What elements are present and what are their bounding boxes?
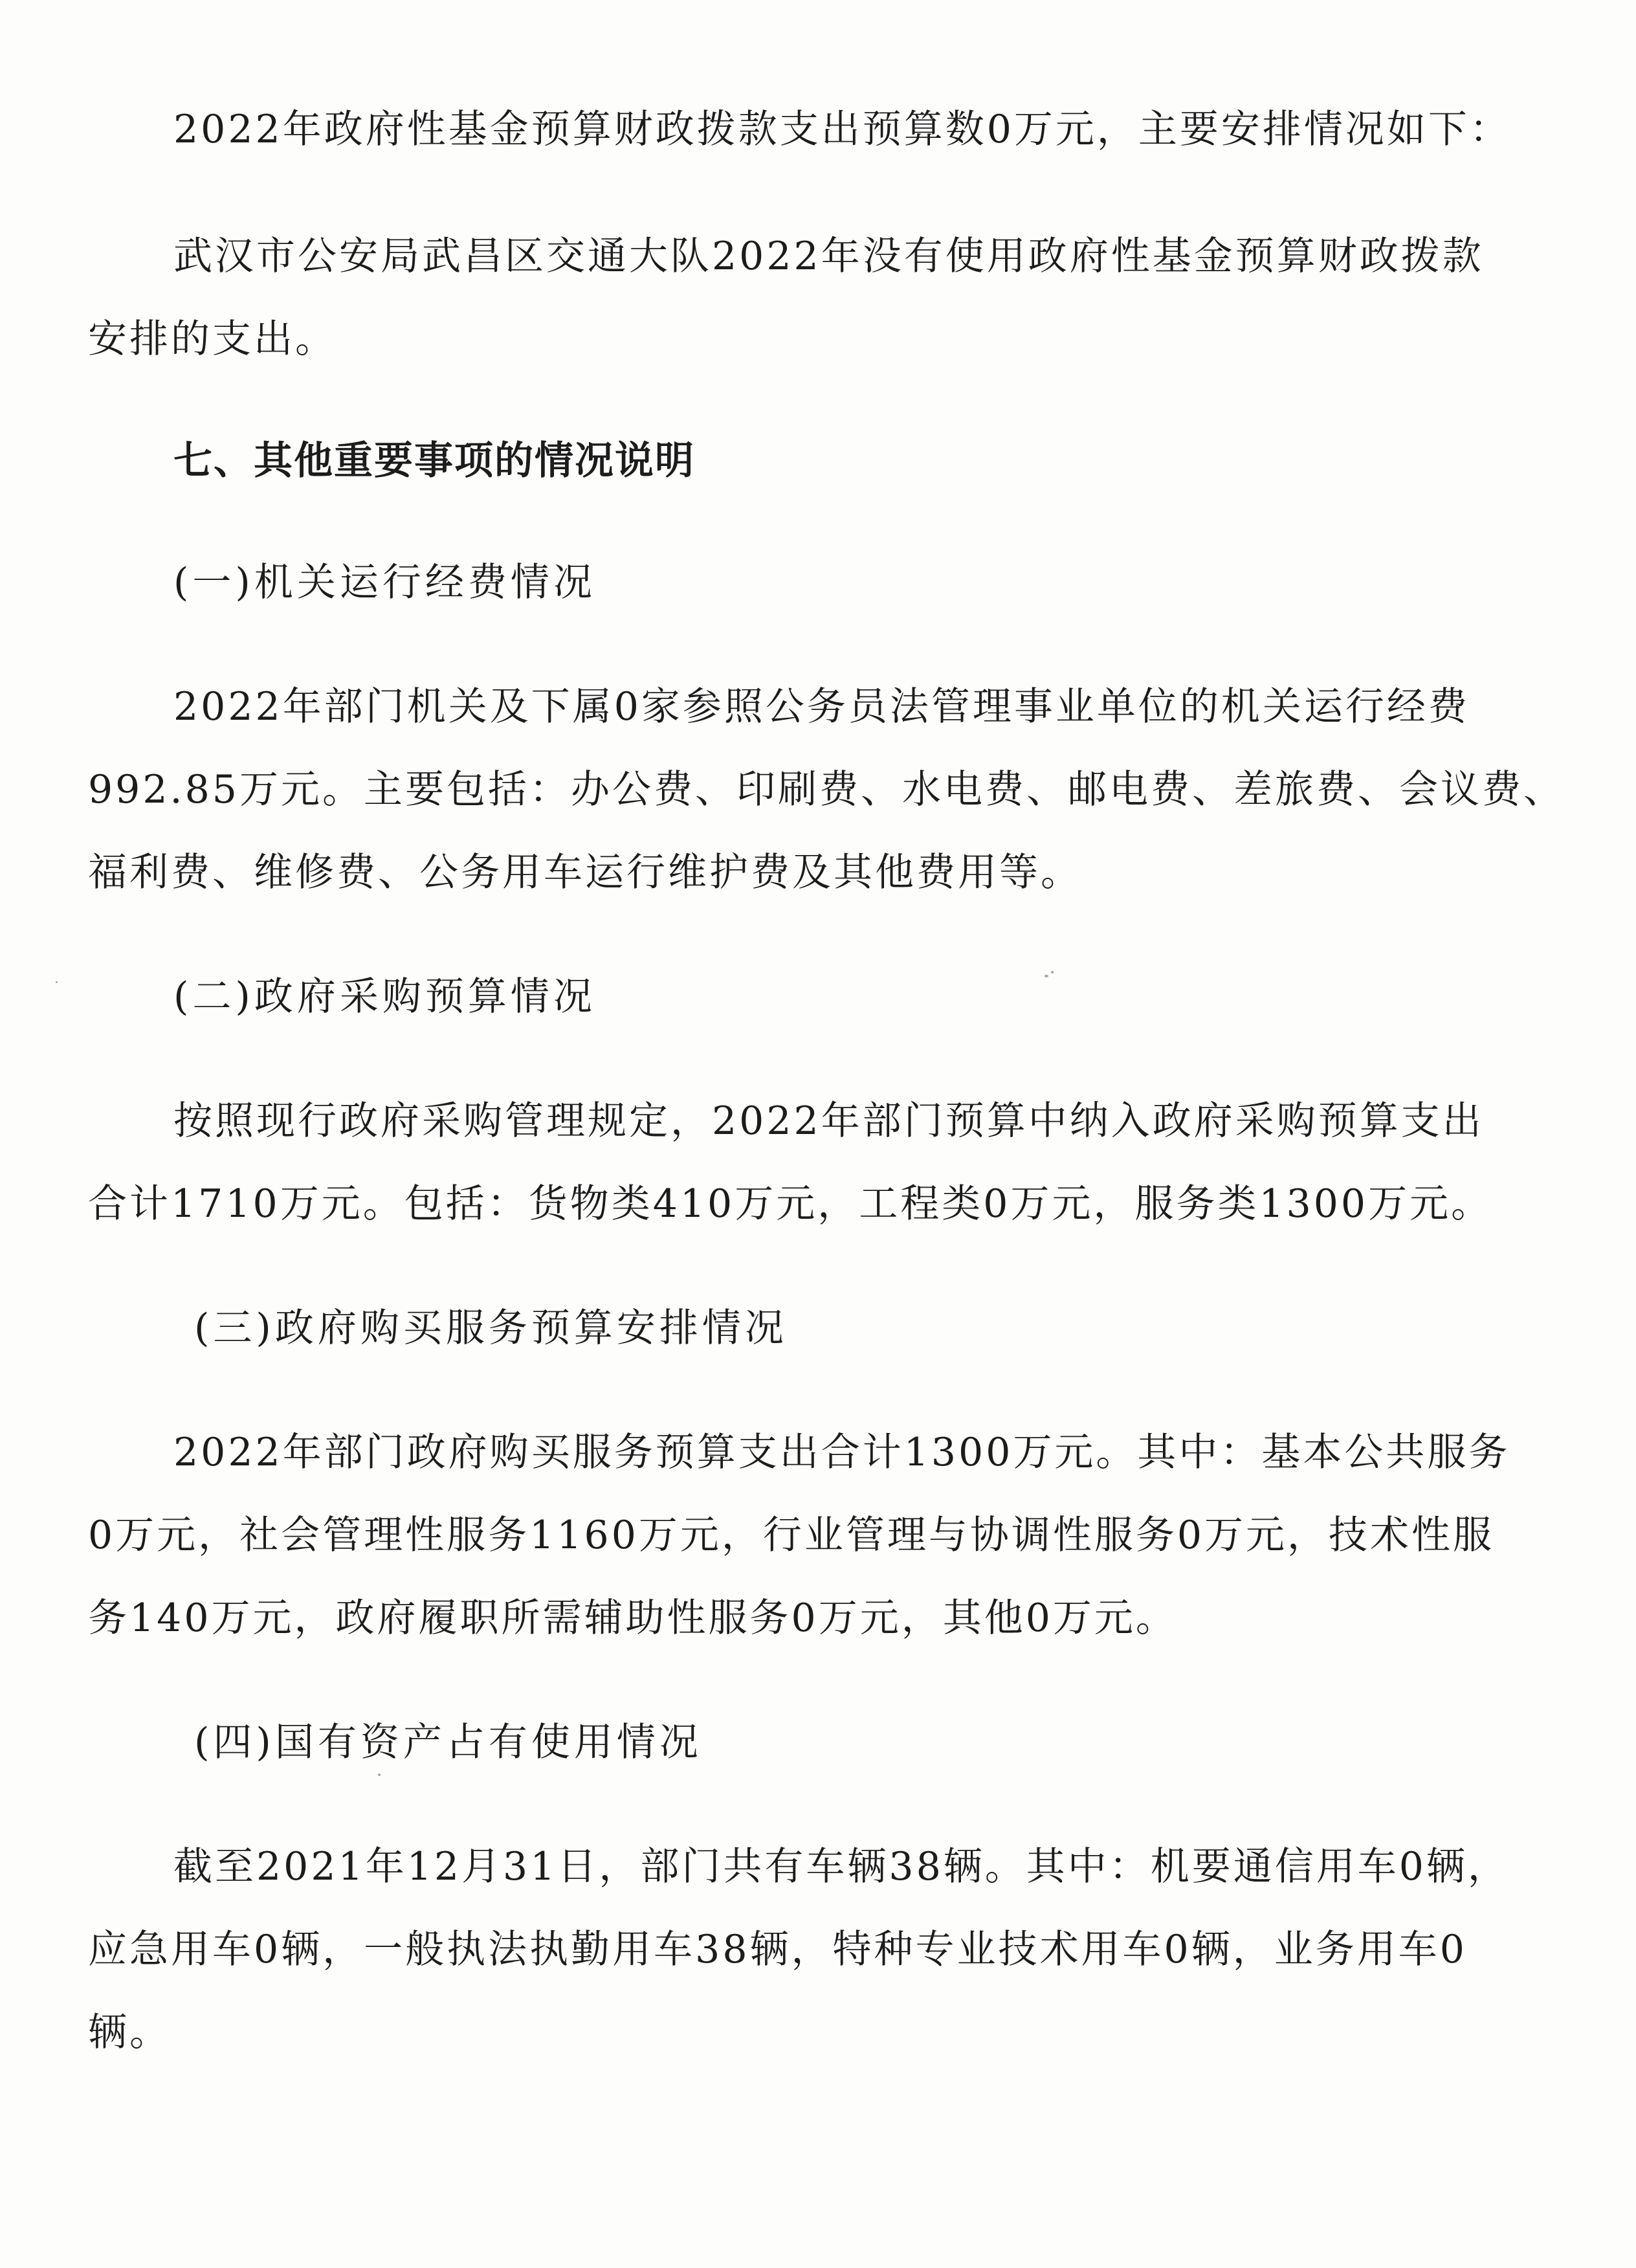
- scan-speck: [1045, 975, 1048, 977]
- section-heading-seven: 七、其他重要事项的情况说明: [173, 438, 695, 484]
- subsection-title-1: (一)机关运行经费情况: [173, 560, 596, 605]
- scan-speck: [56, 981, 58, 983]
- paragraph-line: 应急用车0辆，一般执法执勤用车38辆，特种专业技术用车0辆，业务用车0: [88, 1927, 1467, 1972]
- subsection-title-4: (四)国有资产占有使用情况: [194, 1720, 702, 1765]
- scan-speck: [378, 1773, 381, 1776]
- paragraph-line: 合计1710万元。包括：货物类410万元，工程类0万元，服务类1300万元。: [88, 1181, 1493, 1227]
- paragraph-line: 武汉市公安局武昌区交通大队2022年没有使用政府性基金预算财政拨款: [173, 234, 1484, 279]
- paragraph-line: 2022年部门政府购买服务预算支出合计1300万元。其中：基本公共服务: [173, 1430, 1510, 1475]
- paragraph-line: 辆。: [88, 2010, 171, 2055]
- subsection-title-2: (二)政府采购预算情况: [173, 974, 596, 1019]
- paragraph-line: 按照现行政府采购管理规定，2022年部门预算中纳入政府采购预算支出: [173, 1098, 1484, 1144]
- paragraph-line: 2022年政府性基金预算财政拨款支出预算数0万元，主要安排情况如下：: [173, 107, 1511, 152]
- paragraph-line: 992.85万元。主要包括：办公费、印刷费、水电费、邮电费、差旅费、会议费、: [88, 767, 1565, 812]
- paragraph-line: 务140万元，政府履职所需辅助性服务0万元，其他0万元。: [88, 1595, 1177, 1641]
- paragraph-line: 2022年部门机关及下属0家参照公务员法管理事业单位的机关运行经费: [173, 684, 1470, 729]
- subsection-title-3: (三)政府购买服务预算安排情况: [194, 1306, 788, 1351]
- paragraph-line: 安排的支出。: [88, 317, 337, 362]
- scan-speck: [1051, 971, 1054, 973]
- paragraph-line: 截至2021年12月31日，部门共有车辆38辆。其中：机要通信用车0辆，: [173, 1844, 1509, 1889]
- paragraph-line: 福利费、维修费、公务用车运行维护费及其他费用等。: [88, 850, 1082, 895]
- paragraph-line: 0万元，社会管理性服务1160万元，行业管理与协调性服务0万元，技术性服: [88, 1513, 1495, 1558]
